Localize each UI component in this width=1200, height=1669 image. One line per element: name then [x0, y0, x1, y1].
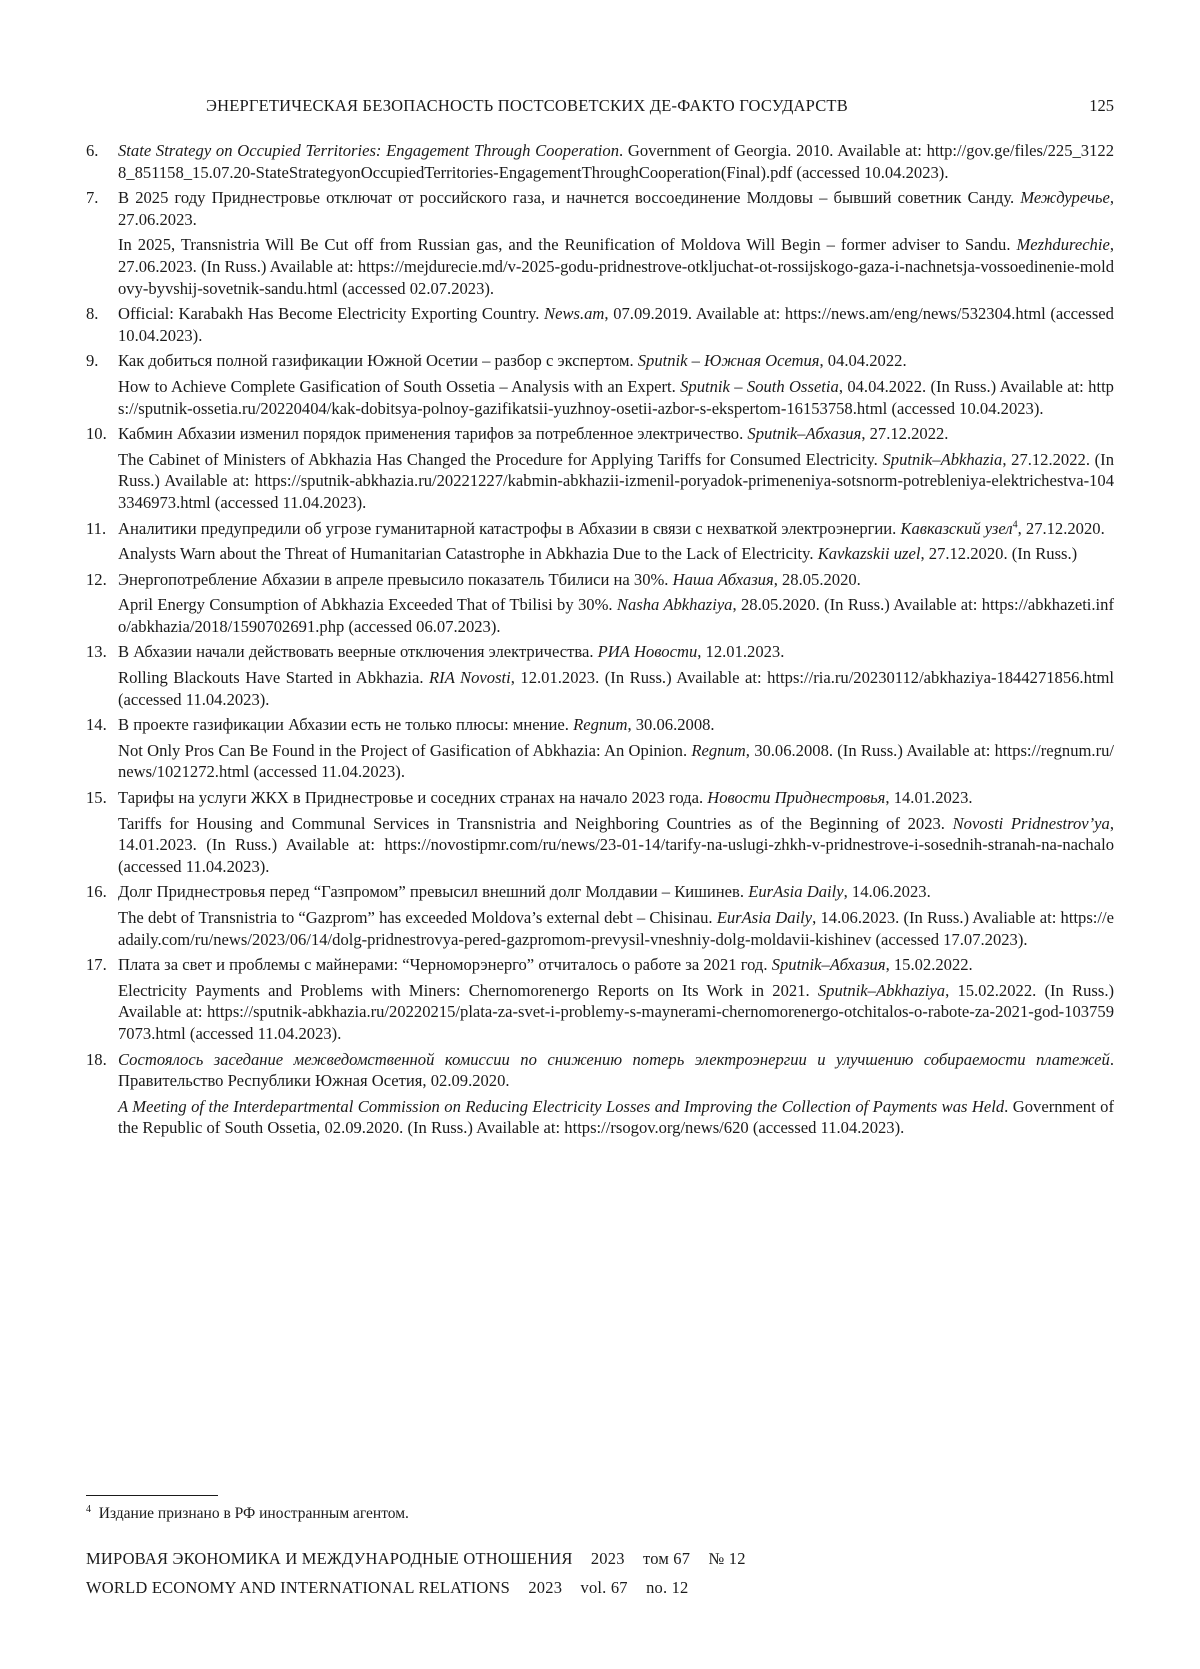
reference-text-en [118, 907, 1114, 950]
reference-number: 17. [86, 955, 107, 975]
journal-volume-ru: том 67 [643, 1549, 691, 1568]
reference-source-title: РИА Новости [597, 642, 698, 662]
reference-text-run: (accessed 10.04.2023). [118, 304, 1114, 345]
reference-text-run: . Government of the Republic of South Ossetia, 02.09.2020. (In Russ.) Available at: [118, 1096, 1114, 1138]
reference-text-run: (accessed 17.07.2023). [871, 929, 1028, 949]
reference-text-ru [118, 954, 1114, 976]
reference-text-en [118, 234, 1114, 299]
reference-text-run: , 30.06.2008. [627, 715, 715, 735]
reference-text-run: The Cabinet of Ministers of Abkhazia Has Changed the Procedure for Applying Tariffs for Consumed Electricity. [118, 449, 883, 469]
journal-footer-ru [86, 1549, 760, 1569]
reference-text-en [118, 1096, 1114, 1139]
reference-source-title: Sputnik–Abkhaziya [817, 980, 946, 1000]
reference-text-run: , 15.02.2022. [885, 955, 973, 975]
reference-text-run: Official: Karabakh Has Become Electricity Exporting Country. [118, 304, 545, 324]
reference-source-title: Regnum [573, 715, 628, 735]
reference-text-run: , 15.02.2022. (In Russ.) Available at: [118, 980, 1115, 1022]
running-header [86, 96, 1114, 120]
reference-text-run: Rolling Blackouts Have Started in Abkhazia. [118, 668, 430, 688]
reference-source-title: Novosti Pridnestrov’ya [952, 813, 1110, 833]
reference-source-title: State Strategy on Occupied Territories: Engagement Through Cooperation [118, 141, 620, 160]
reference-text-run: , 27.12.2022. (In Russ.) Available at: [118, 449, 1114, 491]
reference-item [86, 350, 1114, 419]
reference-text-run: , 12.01.2023. [697, 642, 785, 662]
reference-text-run: , 14.06.2023. [843, 882, 931, 902]
reference-source-title: Наша Абхазия [672, 569, 774, 589]
reference-number: 11. [86, 518, 107, 538]
reference-source-title: EurAsia Daily [716, 908, 813, 927]
journal-title-en: WORLD ECONOMY AND INTERNATIONAL RELATIONS [86, 1578, 511, 1597]
reference-text-run: The debt of Transnistria to “Gazprom” has exceeded Moldova’s external debt – Chisinau. [118, 908, 717, 927]
reference-text-ru [118, 569, 1114, 591]
reference-source-title: EurAsia Daily [748, 882, 844, 902]
reference-text-run: (accessed 11.04.2023). [118, 856, 270, 876]
reference-source-title: Sputnik–Abkhazia [882, 449, 1003, 469]
reference-text-en [118, 813, 1114, 878]
reference-number: 13. [86, 642, 107, 662]
reference-source-title: Sputnik–Абхазия [747, 424, 862, 444]
reference-text-run: (accessed 11.04.2023). [748, 1118, 905, 1138]
reference-url: https://news.am/eng/news/532304.html [784, 304, 1046, 324]
page-number: 125 [1089, 96, 1114, 115]
reference-text-run: Аналитики предупредили об угрозе гуманитарной катастрофы в Абхазии в связи с нехваткой электроэнергии. [118, 518, 901, 538]
footnote-text: Издание признано в РФ иностранным агентом. [98, 1505, 409, 1522]
reference-source-title: Sputnik – South Ossetia [680, 376, 839, 396]
reference-text-en [118, 543, 1114, 565]
reference-item [86, 954, 1114, 1044]
reference-text-run: (accessed 10.04.2023). [792, 162, 949, 182]
reference-text-run: April Energy Consumption of Abkhazia Exceeded That of Tbilisi by 30%. [118, 595, 617, 615]
reference-text-ru [118, 641, 1114, 663]
reference-text-ru [118, 350, 1114, 372]
reference-item [86, 641, 1114, 710]
journal-title-ru: МИРОВАЯ ЭКОНОМИКА И МЕЖДУНАРОДНЫЕ ОТНОШЕНИЯ [86, 1549, 573, 1568]
reference-url: https://sputnik-abkhazia.ru/20221227/kabmin-abkhazii-izmenil-poryadok-primeneniya-sotsnorm-potrebleniya-elektrichestva-1043346973.html [118, 471, 1114, 512]
reference-text-ru [118, 1049, 1114, 1092]
reference-text-run: , 30.06.2008. (In Russ.) Available at: [745, 740, 995, 760]
reference-text-run: Энергопотребление Абхазии в апреле превысило показатель Тбилиси на 30%. [118, 569, 673, 589]
reference-text-run: (accessed 11.04.2023). [185, 1023, 342, 1043]
reference-number: 10. [86, 424, 107, 444]
reference-text-run: , 12.01.2023. (In Russ.) Available at: [510, 668, 768, 688]
reference-text-en [118, 376, 1114, 419]
reference-text-run: . Government of Georgia. 2010. Available at: [619, 141, 927, 160]
reference-text-ru [118, 187, 1114, 230]
reference-url: https://ria.ru/20230112/abkhaziya-1844271856.html [767, 668, 1115, 688]
reference-text-en [118, 303, 1114, 346]
reference-text-run: , 14.01.2023. [885, 788, 973, 808]
footnote-mark: 4 [86, 1503, 91, 1515]
reference-text-run: . Правительство Республики Южная Осетия, 02.09.2020. [118, 1049, 1114, 1091]
reference-text-en [118, 140, 1114, 183]
reference-number: 6. [86, 141, 99, 160]
reference-item [86, 423, 1114, 513]
reference-source-title: News.am [544, 304, 605, 324]
reference-text-en [118, 449, 1114, 514]
reference-text-run: How to Achieve Complete Gasification of South Ossetia – Analysis with an Expert. [118, 376, 681, 396]
reference-text-run: В 2025 году Приднестровье отключат от российского газа, и начнется воссоединение Молдовы – бывший советник Санду. [118, 188, 1021, 208]
running-title: ЭНЕРГЕТИЧЕСКАЯ БЕЗОПАСНОСТЬ ПОСТСОВЕТСКИХ ДЕ-ФАКТО ГОСУДАРСТВ [206, 96, 848, 115]
reference-text-run: Тарифы на услуги ЖКХ в Приднестровье и соседних странах на начало 2023 года. [118, 788, 708, 808]
reference-source-title: Regnum [691, 740, 746, 760]
reference-number: 8. [86, 304, 99, 324]
reference-source-title: Состоялось заседание межведомственной комиссии по снижению потерь электроэнергии и улучшению собираемости платежей [118, 1049, 1110, 1069]
reference-text-run: Плата за свет и проблемы с майнерами: “Черноморэнерго” отчиталось о работе за 2021 год. [118, 955, 772, 975]
reference-url: https://sputnik-ossetia.ru/20220404/kak-dobitsya-polnoy-gazifikatsii-yuzhnoy-osetii-azbor-s-ekspertom-16153758.html [118, 376, 1114, 418]
journal-issue-ru: № 12 [708, 1549, 746, 1568]
reference-text-run: Tariffs for Housing and Communal Services in Transnistria and Neighboring Countries as of the Beginning of 2023. [118, 813, 953, 833]
reference-number: 16. [86, 882, 107, 902]
reference-text-run: (accessed 11.04.2023). [249, 762, 405, 782]
reference-text-run: , 27.12.2020. (In Russ.) [920, 544, 1078, 564]
reference-text-run: Electricity Payments and Problems with Miners: Chernomorenergo Reports on Its Work in 2021. [118, 980, 818, 1000]
reference-url: https://abkhazeti.info/abkhazia/2018/1590702691.php [118, 595, 1114, 636]
reference-source-title: Междуречье [1020, 188, 1110, 208]
reference-item [86, 787, 1114, 877]
journal-year-ru: 2023 [590, 1549, 625, 1568]
reference-item [86, 140, 1114, 183]
reference-text-run: (accessed 11.04.2023). [118, 689, 270, 709]
reference-text-run: , 27.12.2022. [861, 424, 949, 444]
reference-source-title: Sputnik–Абхазия [771, 955, 886, 975]
reference-list [86, 140, 1114, 1143]
reference-item [86, 303, 1114, 346]
reference-source-title: Sputnik – Южная Осетия [637, 351, 820, 371]
footnote-ref-mark: 4 [1012, 518, 1018, 530]
reference-item [86, 569, 1114, 638]
reference-url: https://sputnik-abkhazia.ru/20220215/plata-za-svet-i-problemy-s-maynerami-chernomorenergo-otchitalos-o-rabote-za-2021-god-1037597073.html [118, 1002, 1114, 1043]
reference-text-run: , 27.06.2023. (In Russ.) Available at: [118, 235, 1114, 276]
reference-text-run: In 2025, Transnistria Will Be Cut off from Russian gas, and the Reunification of Moldova Will Begin – former adviser to Sandu. [118, 235, 1017, 255]
reference-text-run: Кабмин Абхазии изменил порядок применения тарифов за потребленное электричество. [118, 424, 748, 444]
reference-text-run: , 27.06.2023. [118, 188, 1114, 229]
reference-source-title: RIA Novosti [429, 668, 511, 688]
journal-issue-en: no. 12 [646, 1578, 689, 1597]
reference-text-run: , 14.01.2023. (In Russ.) Available at: [118, 813, 1114, 855]
reference-number: 12. [86, 569, 107, 589]
reference-text-run: Not Only Pros Can Be Found in the Project of Gasification of Abkhazia: An Opinion. [118, 740, 692, 760]
reference-text-run: Долг Приднестровья перед “Газпромом” превысил внешний долг Молдавии – Кишинев. [118, 882, 749, 902]
reference-text-ru [118, 714, 1114, 736]
journal-volume-en: vol. 67 [580, 1578, 628, 1597]
reference-text-run: (accessed 10.04.2023). [887, 398, 1044, 418]
reference-item [86, 518, 1114, 565]
footnote-divider [86, 1495, 218, 1496]
reference-item [86, 714, 1114, 783]
reference-source-title: A Meeting of the Interdepartmental Commission on Reducing Electricity Losses and Improving the Collection of Payments was Held [118, 1096, 1005, 1116]
reference-text-ru [118, 881, 1114, 903]
reference-source-title: Кавказский узел [900, 518, 1013, 538]
reference-number: 18. [86, 1049, 107, 1069]
reference-url: http://gov.ge/files/225_31228_851158_15.07.20-StateStrategyonOccupiedTerritories-EngagementThroughCooperation(Final).pdf [118, 141, 1114, 182]
reference-text-run: , 04.04.2022. [819, 351, 907, 371]
reference-text-run: (accessed 11.04.2023). [210, 492, 367, 512]
reference-text-run: , 28.05.2020. [773, 569, 861, 589]
reference-url: https://regnum.ru/news/1021272.html [118, 740, 1114, 782]
journal-footer-en [86, 1578, 703, 1598]
reference-source-title: Nasha Abkhaziya [616, 595, 733, 615]
reference-text-ru [118, 423, 1114, 445]
reference-number: 9. [86, 351, 99, 371]
reference-text-run: Analysts Warn about the Threat of Humanitarian Catastrophe in Abkhazia Due to the Lack of Electricity. [118, 544, 818, 564]
reference-url: https://rsogov.org/news/620 [564, 1118, 749, 1138]
reference-url: https://mejdurecie.md/v-2025-godu-pridnestrove-otkljuchat-ot-rossijskogo-gaza-i-nachnetsja-vossoedinenie-moldovy-byvshij-sovetnik-sandu.html [118, 256, 1115, 298]
reference-text-run: В Абхазии начали действовать веерные отключения электричества. [118, 642, 598, 662]
reference-text-en [118, 667, 1114, 710]
reference-text-run: (accessed 06.07.2023). [344, 616, 501, 636]
footnote [86, 1505, 409, 1523]
reference-source-title: Mezhdurechie [1016, 235, 1110, 255]
reference-text-run: Как добиться полной газификации Южной Осетии – разбор с экспертом. [118, 351, 638, 371]
reference-text-run: (accessed 02.07.2023). [337, 278, 495, 298]
reference-item [86, 881, 1114, 950]
reference-text-en [118, 594, 1114, 637]
reference-number: 14. [86, 715, 107, 735]
reference-number: 7. [86, 188, 99, 208]
journal-year-en: 2023 [528, 1578, 563, 1597]
reference-text-ru [118, 518, 1114, 540]
reference-text-run: , 14.06.2023. (In Russ.) Avaliable at: [812, 908, 1061, 927]
reference-text-run: В проекте газификации Абхазии есть не только плюсы: мнение. [118, 715, 574, 735]
reference-number: 15. [86, 788, 107, 808]
reference-item [86, 187, 1114, 299]
reference-url: https://novostipmr.com/ru/news/23-01-14/tarify-na-uslugi-zhkh-v-pridnestrove-i-sosednih-stranah-na-nachalo [384, 835, 1114, 855]
reference-text-ru [118, 787, 1114, 809]
reference-text-en [118, 740, 1114, 783]
reference-text-run: , 04.04.2022. (In Russ.) Available at: [838, 376, 1089, 396]
reference-source-title: Новости Приднестровья [707, 788, 886, 808]
reference-text-en [118, 980, 1114, 1045]
reference-item [86, 1049, 1114, 1139]
reference-text-run: , 27.12.2020. [1017, 518, 1105, 538]
reference-text-run: , 28.05.2020. (In Russ.) Available at: [732, 595, 982, 615]
reference-url: https://eadaily.com/ru/news/2023/06/14/dolg-pridnestrovya-pered-gazpromom-prevysil-vneshniy-dolg-moldavii-kishinev [118, 908, 1114, 949]
reference-text-run: , 07.09.2019. Available at: [604, 304, 785, 324]
reference-source-title: Kavkazskii uzel [817, 544, 921, 564]
